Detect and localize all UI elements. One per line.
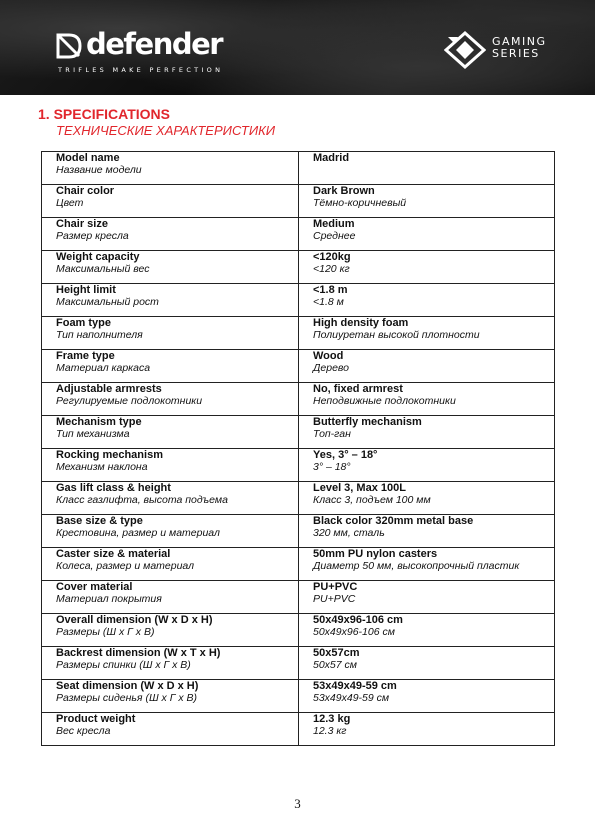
- spec-value-en: 50x49x96-106 cm: [313, 614, 403, 626]
- spec-value-en: Medium: [313, 218, 355, 230]
- spec-value-en: Butterfly mechanism: [313, 416, 422, 428]
- spec-label-ru: Название модели: [56, 163, 142, 176]
- spec-value-cell: [299, 185, 555, 218]
- spec-label-ru: Механизм наклона: [56, 460, 148, 473]
- spec-label-ru: Класс газлифта, высота подъема: [56, 493, 228, 506]
- spec-value-ru: 3° – 18°: [313, 460, 351, 473]
- spec-label-en: Gas lift class & height: [56, 482, 171, 494]
- spec-value-ru: 50x49x96-106 см: [313, 625, 395, 638]
- table-row: [42, 449, 555, 482]
- spec-label-en: Product weight: [56, 713, 136, 725]
- spec-value-en: 50mm PU nylon casters: [313, 548, 438, 560]
- spec-value-ru: 320 мм, сталь: [313, 526, 385, 539]
- header-banner: [0, 0, 595, 95]
- table-row: [42, 218, 555, 251]
- spec-label-en: Cover material: [56, 581, 133, 593]
- spec-label-ru: Колеса, размер и материал: [56, 559, 195, 572]
- spec-value-en: Yes, 3° – 18°: [313, 449, 378, 461]
- spec-value-en: Level 3, Max 100L: [313, 482, 406, 494]
- table-row: [42, 185, 555, 218]
- spec-label-ru: Тип наполнителя: [56, 328, 143, 341]
- specifications-table: [41, 151, 555, 746]
- spec-label-cell: [42, 647, 299, 680]
- spec-label-cell: [42, 548, 299, 581]
- table-row: [42, 251, 555, 284]
- section-subtitle: ТЕХНИЧЕСКИЕ ХАРАКТЕРИСТИКИ: [56, 123, 276, 138]
- spec-value-en: Dark Brown: [313, 185, 375, 197]
- spec-value-cell: [299, 284, 555, 317]
- spec-label-ru: Регулируемые подлокотники: [56, 394, 203, 407]
- table-row: [42, 581, 555, 614]
- spec-label-en: Overall dimension (W x D x H): [56, 614, 213, 626]
- gaming-series-text: [492, 36, 547, 60]
- spec-value-en: <1.8 m: [313, 284, 348, 296]
- spec-value-cell: [299, 449, 555, 482]
- spec-label-cell: [42, 317, 299, 350]
- spec-label-en: Caster size & material: [56, 548, 171, 560]
- spec-label-ru: Максимальный рост: [56, 295, 159, 308]
- spec-value-ru: PU+PVC: [313, 592, 356, 605]
- spec-label-cell: [42, 713, 299, 746]
- spec-label-en: Model name: [56, 152, 120, 164]
- spec-label-en: Base size & type: [56, 515, 143, 527]
- spec-value-ru: 53x49x49-59 см: [313, 691, 390, 704]
- spec-value-cell: [299, 251, 555, 284]
- spec-label-en: Chair size: [56, 218, 108, 230]
- table-row: [42, 515, 555, 548]
- spec-value-cell: [299, 218, 555, 251]
- spec-value-en: Black color 320mm metal base: [313, 515, 474, 527]
- spec-value-ru: 12.3 кг: [313, 724, 347, 737]
- spec-label-cell: [42, 449, 299, 482]
- spec-value-en: 12.3 kg: [313, 713, 351, 725]
- table-row: [42, 350, 555, 383]
- spec-label-ru: Крестовина, размер и материал: [56, 526, 220, 539]
- table-row: [42, 416, 555, 449]
- page-number: 3: [294, 796, 301, 811]
- table-row: [42, 284, 555, 317]
- spec-label-ru: Максимальный вес: [56, 262, 150, 275]
- spec-label-en: Weight capacity: [56, 251, 140, 263]
- spec-value-ru: Диаметр 50 мм, высокопрочный пластик: [313, 559, 520, 572]
- spec-value-cell: [299, 482, 555, 515]
- spec-label-cell: [42, 218, 299, 251]
- tagline: TRIFLES MAKE PERFECTION: [58, 66, 224, 74]
- spec-label-en: Frame type: [56, 350, 115, 362]
- table-row: [42, 152, 555, 185]
- spec-label-ru: Тип механизма: [56, 427, 130, 440]
- spec-label-en: Height limit: [56, 284, 116, 296]
- spec-value-cell: [299, 515, 555, 548]
- spec-value-en: 53x49x49-59 cm: [313, 680, 397, 692]
- spec-label-cell: [42, 152, 299, 185]
- spec-value-cell: [299, 581, 555, 614]
- spec-value-ru: Полиуретан высокой плотности: [313, 328, 480, 341]
- spec-label-ru: Размеры сиденья (Ш х Г х В): [56, 691, 197, 704]
- spec-label-cell: [42, 614, 299, 647]
- table-row: [42, 548, 555, 581]
- spec-label-en: Seat dimension (W x D x H): [56, 680, 199, 692]
- series-line: SERIES: [492, 47, 540, 60]
- spec-value-cell: [299, 317, 555, 350]
- spec-value-cell: [299, 680, 555, 713]
- spec-value-en: High density foam: [313, 317, 409, 329]
- spec-label-en: Adjustable armrests: [56, 383, 162, 395]
- spec-label-cell: [42, 515, 299, 548]
- spec-value-cell: [299, 548, 555, 581]
- spec-label-cell: [42, 416, 299, 449]
- spec-value-cell: [299, 152, 555, 185]
- spec-label-ru: Цвет: [56, 196, 84, 209]
- spec-label-en: Backrest dimension (W x T x H): [56, 647, 221, 659]
- spec-value-cell: [299, 350, 555, 383]
- spec-label-cell: [42, 185, 299, 218]
- spec-value-ru: 50x57 см: [313, 658, 357, 671]
- gaming-series-icon: [444, 31, 486, 69]
- spec-label-en: Chair color: [56, 185, 115, 197]
- gaming-line: GAMING: [492, 35, 547, 48]
- spec-label-cell: [42, 482, 299, 515]
- spec-value-en: Madrid: [313, 152, 350, 164]
- spec-label-cell: [42, 680, 299, 713]
- spec-value-ru: Класс 3, подъем 100 мм: [313, 493, 431, 506]
- spec-label-ru: Размеры спинки (Ш х Г х В): [56, 658, 191, 671]
- defender-logo-icon: [56, 33, 82, 59]
- table-row: [42, 713, 555, 746]
- table-row: [42, 383, 555, 416]
- spec-label-en: Foam type: [56, 317, 112, 329]
- spec-label-ru: Размеры (Ш х Г х В): [56, 625, 155, 638]
- spec-label-cell: [42, 284, 299, 317]
- spec-value-en: No, fixed armrest: [313, 383, 403, 395]
- spec-label-cell: [42, 581, 299, 614]
- spec-label-ru: Материал каркаса: [56, 361, 151, 374]
- spec-value-en: PU+PVC: [313, 581, 358, 593]
- spec-value-ru: <1.8 м: [313, 295, 344, 308]
- spec-label-cell: [42, 251, 299, 284]
- spec-value-cell: [299, 713, 555, 746]
- spec-value-ru: Неподвижные подлокотники: [313, 394, 456, 407]
- table-row: [42, 482, 555, 515]
- spec-value-ru: Тёмно-коричневый: [313, 196, 407, 209]
- table-row: [42, 614, 555, 647]
- spec-value-en: Wood: [313, 350, 344, 362]
- spec-value-ru: Среднее: [313, 229, 356, 242]
- spec-value-cell: [299, 614, 555, 647]
- section-title: 1. SPECIFICATIONS: [38, 106, 170, 122]
- spec-label-ru: Вес кресла: [56, 724, 111, 737]
- spec-value-en: <120kg: [313, 251, 351, 263]
- spec-value-ru: Дерево: [313, 361, 350, 374]
- spec-label-cell: [42, 383, 299, 416]
- spec-label-en: Rocking mechanism: [56, 449, 163, 461]
- logo-wordmark: defender: [86, 27, 223, 61]
- spec-label-ru: Размер кресла: [56, 229, 129, 242]
- spec-value-en: 50x57cm: [313, 647, 360, 659]
- table-row: [42, 680, 555, 713]
- spec-value-cell: [299, 647, 555, 680]
- spec-value-ru: <120 кг: [313, 262, 350, 275]
- spec-value-ru: Топ-ган: [313, 427, 351, 440]
- spec-label-en: Mechanism type: [56, 416, 142, 428]
- spec-value-cell: [299, 416, 555, 449]
- table-row: [42, 317, 555, 350]
- spec-label-cell: [42, 350, 299, 383]
- spec-label-ru: Материал покрытия: [56, 592, 162, 605]
- table-row: [42, 647, 555, 680]
- spec-value-cell: [299, 383, 555, 416]
